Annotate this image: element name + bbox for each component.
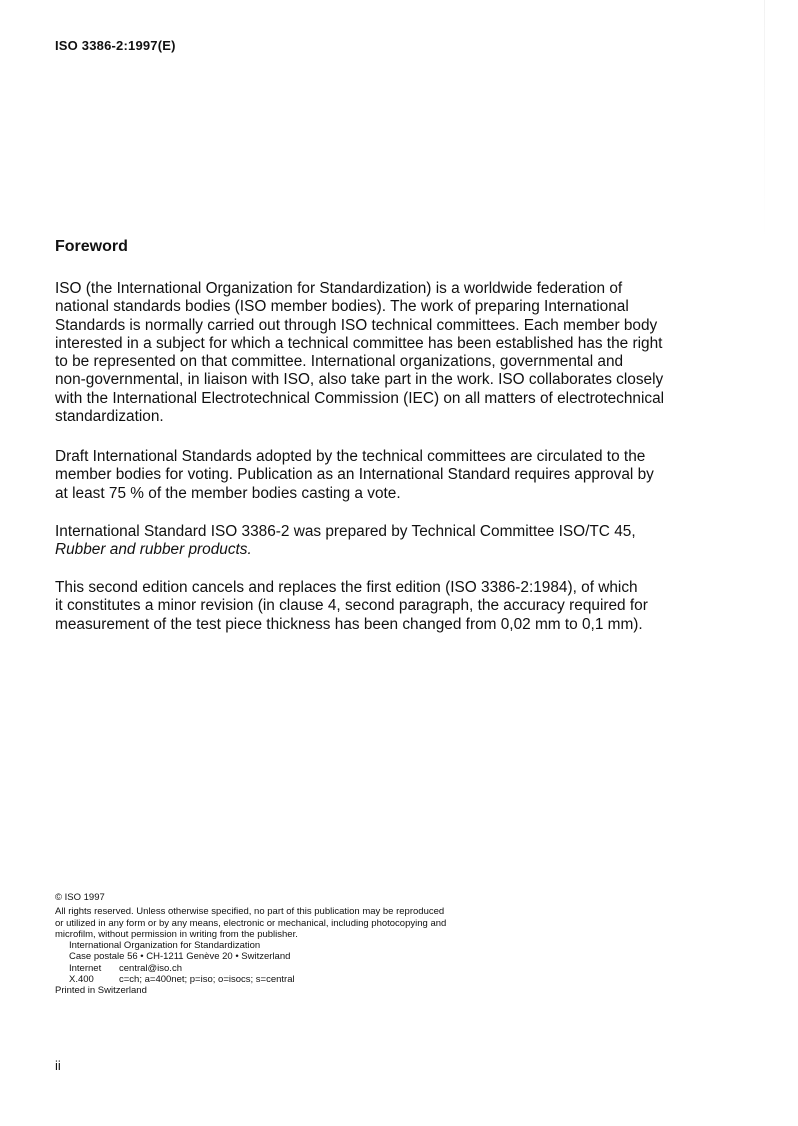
foreword-heading: Foreword [55,238,128,255]
page-number: ii [55,1058,61,1073]
rights-line: microfilm, without permission in writing from the publisher. [55,928,298,940]
x400-contact [55,974,525,985]
text-line: at least 75 % of the member bodies casting a vote. [55,484,401,502]
copyright-block [55,892,525,997]
copyright-notice: © ISO 1997 [55,892,105,903]
text-line: non-governmental, in liaison with ISO, also take part in the work. ISO collaborates closely [55,371,664,389]
text-line: This second edition cancels and replaces the first edition (ISO 3386-2:1984), of which [55,579,638,596]
page-edge-mark [764,0,765,240]
internet-value: central@iso.ch [119,962,182,974]
printed-in: Printed in Switzerland [55,985,147,997]
text-line: it constitutes a minor revision (in clause 4, second paragraph, the accuracy required for [55,597,648,615]
text-line: Draft International Standards adopted by the technical committees are circulated to the [55,448,646,465]
internet-contact [55,963,525,974]
text-line: interested in a subject for which a technical committee has been established has the right [55,334,663,352]
text-line: Standards is normally carried out through ISO technical committees. Each member body [55,316,658,334]
text-line: to be represented on that committee. International organizations, governmental and [55,353,624,371]
foreword-paragraph-1 [55,280,715,426]
rights-line: or utilized in any form or by any means, electronic or mechanical, including photocopying and [55,917,447,929]
text-line: national standards bodies (ISO member bodies). The work of preparing International [55,298,629,316]
text-line: ISO (the International Organization for Standardization) is a worldwide federation of [55,280,623,297]
x400-label: X.400 [69,974,94,986]
text-line: International Standard ISO 3386-2 was prepared by Technical Committee ISO/TC 45, [55,523,636,540]
foreword-paragraph-4 [55,579,715,634]
text-line: member bodies for voting. Publication as an International Standard requires approval by [55,466,654,484]
x400-value: c=ch; a=400net; p=iso; o=isocs; s=central [119,974,295,986]
postal-address: Case postale 56 • CH-1211 Genève 20 • Switzerland [69,951,291,963]
foreword-paragraph-2 [55,448,715,503]
foreword-paragraph-3 [55,523,715,560]
rights-line: All rights reserved. Unless otherwise specified, no part of this publication may be reproduced [55,906,445,918]
internet-label: Internet [69,962,102,974]
organization-name: International Organization for Standardization [69,940,261,952]
document-id: ISO 3386-2:1997(E) [55,38,176,53]
text-line: with the International Electrotechnical Commission (IEC) on all matters of electrotechnical [55,389,665,407]
text-line: standardization. [55,408,164,426]
committee-title: Rubber and rubber products. [55,541,252,559]
text-line: measurement of the test piece thickness has been changed from 0,02 mm to 0,1 mm). [55,615,643,633]
